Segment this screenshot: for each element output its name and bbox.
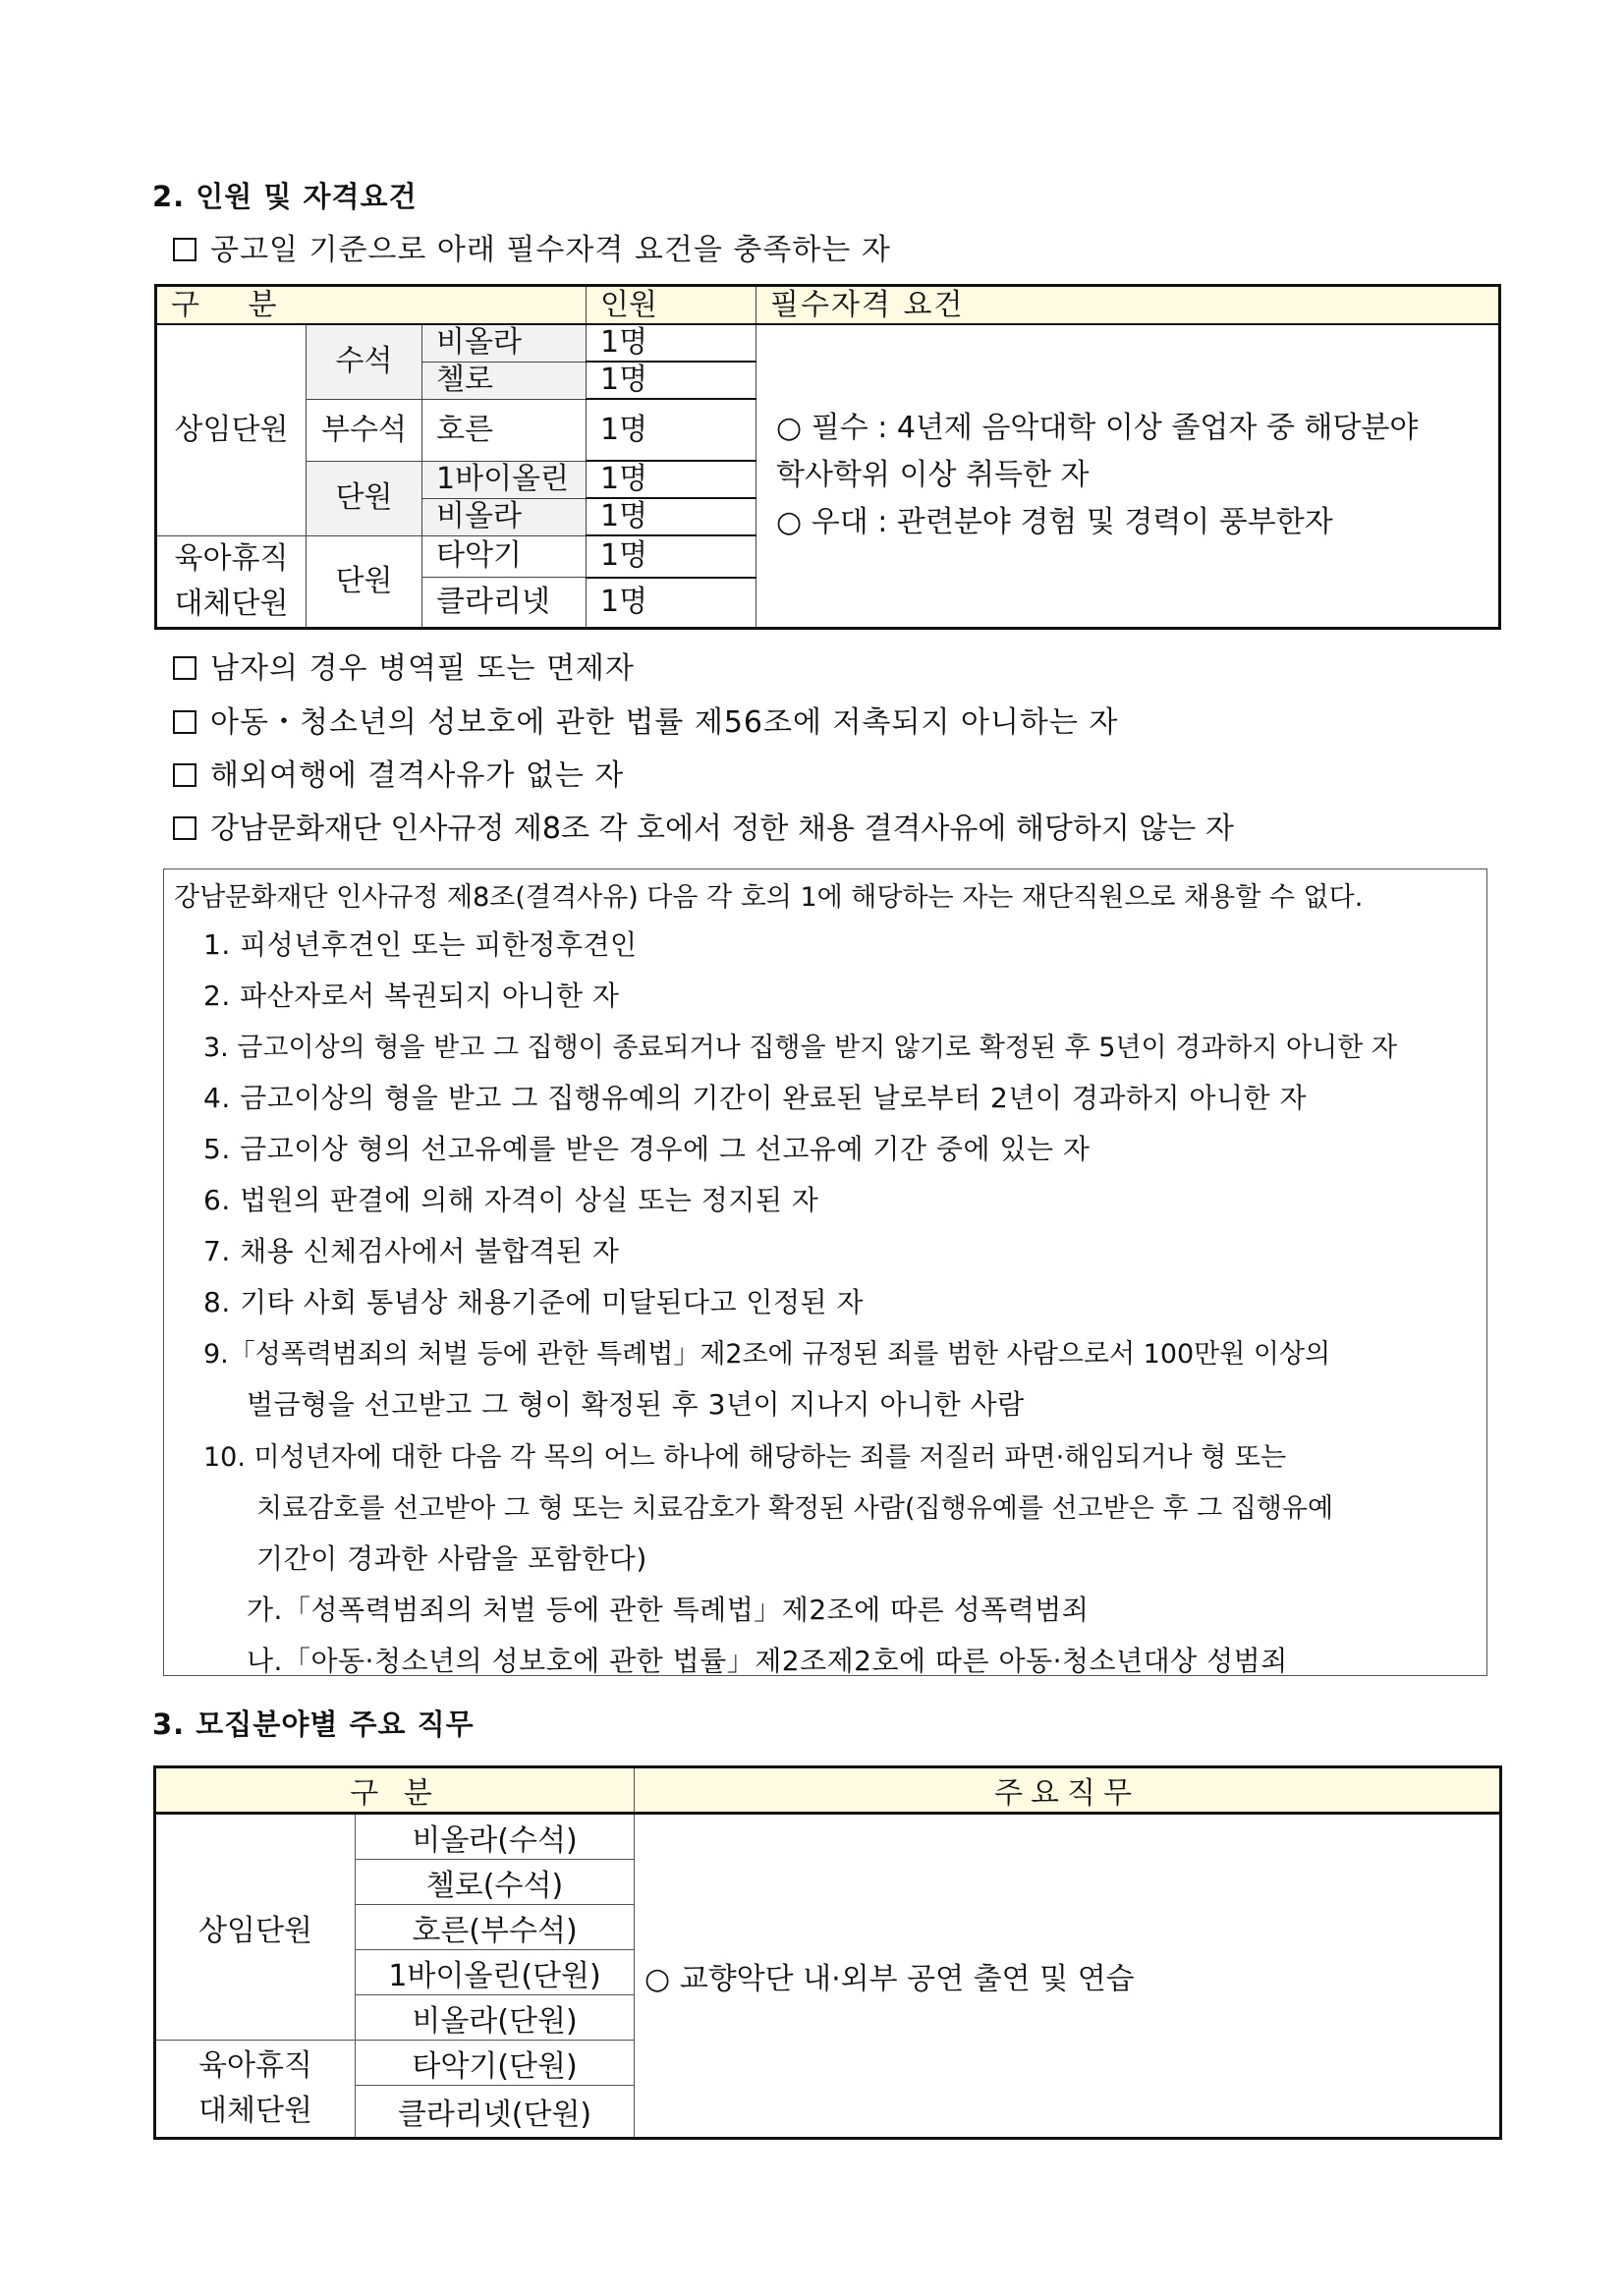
duty-cell: ○ 교향악단 내·외부 공연 출연 및 연습 bbox=[635, 1814, 1501, 2139]
duties-table bbox=[153, 1765, 1502, 2140]
table-header-row bbox=[156, 286, 1500, 325]
instrument-cell: 클라리넷 bbox=[422, 578, 587, 628]
position-cell: 첼로(수석) bbox=[356, 1860, 635, 1905]
table-row bbox=[155, 1814, 1501, 1860]
notice-line: 나.「아동·청소년의 성보호에 관한 법률」제2조제2호에 따른 아동·청소년대상 성범죄 bbox=[247, 1645, 1288, 1677]
position-cell: 비올라(수석) bbox=[356, 1814, 635, 1860]
intro-text: 공고일 기준으로 아래 필수자격 요건을 충족하는 자 bbox=[210, 233, 891, 267]
checkbox-square-icon bbox=[173, 238, 196, 261]
condition-text: 강남문화재단 인사규정 제8조 각 호에서 정한 채용 결격사유에 해당하지 않는 자 bbox=[210, 812, 1234, 846]
instrument-cell: 비올라 bbox=[422, 324, 587, 362]
instrument-cell: 호른 bbox=[422, 399, 587, 461]
header-requirements: 필수자격 요건 bbox=[756, 286, 1500, 325]
instrument-cell: 첼로 bbox=[422, 362, 587, 399]
position-cell: 타악기(단원) bbox=[356, 2041, 635, 2086]
header-duties: 주요직무 bbox=[635, 1767, 1501, 1814]
notice-line: 벌금형을 선고받고 그 형이 확정된 후 3년이 지나지 아니한 사람 bbox=[247, 1388, 1025, 1421]
notice-line: 4. 금고이상의 형을 받고 그 집행유예의 기간이 완료된 날로부터 2년이 경과하지 아니한 자 bbox=[203, 1082, 1308, 1114]
requirements-cell bbox=[756, 324, 1500, 628]
condition-item bbox=[173, 751, 624, 794]
qualification-table bbox=[154, 284, 1501, 630]
position-cell: 1바이올린(단원) bbox=[356, 1950, 635, 1995]
count-cell: 1명 bbox=[587, 498, 756, 535]
rank-assistant: 부수석 bbox=[307, 399, 422, 461]
requirement-line: ○ 우대 : 관련분야 경험 및 경력이 풍부한자 bbox=[776, 505, 1333, 540]
checkbox-square-icon bbox=[173, 763, 196, 787]
count-cell: 1명 bbox=[587, 324, 756, 362]
count-cell: 1명 bbox=[587, 362, 756, 399]
notice-line: 9.「성폭력범죄의 처벌 등에 관한 특례법」제2조에 규정된 죄를 범한 사람으로서 100만원 이상의 bbox=[203, 1339, 1331, 1370]
notice-line: 6. 법원의 판결에 의해 자격이 상실 또는 정지된 자 bbox=[203, 1184, 819, 1216]
condition-item bbox=[173, 644, 635, 687]
group-childcare-line: 대체단원 bbox=[198, 2094, 312, 2128]
count-cell: 1명 bbox=[587, 399, 756, 461]
requirement-line: 학사학위 이상 취득한 자 bbox=[776, 458, 1090, 493]
group-regular: 상임단원 bbox=[156, 324, 307, 535]
notice-line: 기간이 경과한 사람을 포함한다) bbox=[256, 1542, 647, 1575]
notice-line: 3. 금고이상의 형을 받고 그 집행이 종료되거나 집행을 받지 않기로 확정된 후 5년이 경과하지 아니한 자 bbox=[203, 1033, 1397, 1063]
table-row bbox=[156, 324, 1500, 362]
condition-item bbox=[173, 804, 1234, 847]
checkbox-square-icon bbox=[173, 656, 196, 680]
notice-line: 10. 미성년자에 대한 다음 각 목의 어느 하나에 해당하는 죄를 저질러 파면·해임되거나 형 또는 bbox=[203, 1442, 1287, 1473]
condition-text: 남자의 경우 병역필 또는 면제자 bbox=[210, 651, 635, 686]
notice-title: 강남문화재단 인사규정 제8조(결격사유) 다음 각 호의 1에 해당하는 자는 재단직원으로 채용할 수 없다. bbox=[174, 882, 1364, 913]
checkbox-square-icon bbox=[173, 816, 196, 840]
instrument-cell: 1바이올린 bbox=[422, 461, 587, 498]
position-cell: 클라리넷(단원) bbox=[356, 2086, 635, 2139]
section-2-intro bbox=[173, 225, 891, 268]
condition-text: 해외여행에 결격사유가 없는 자 bbox=[210, 758, 625, 793]
checkbox-square-icon bbox=[173, 710, 196, 734]
table-header-row bbox=[155, 1767, 1501, 1814]
notice-line: 5. 금고이상 형의 선고유예를 받은 경우에 그 선고유예 기간 중에 있는 자 bbox=[203, 1133, 1091, 1165]
notice-line: 7. 채용 신체검사에서 불합격된 자 bbox=[203, 1235, 620, 1267]
rank-member: 단원 bbox=[307, 461, 422, 535]
header-category: 구 분 bbox=[156, 286, 587, 325]
header-count: 인원 bbox=[587, 286, 756, 325]
notice-line: 1. 피성년후견인 또는 피한정후견인 bbox=[203, 928, 638, 961]
notice-line: 가.「성폭력범죄의 처벌 등에 관한 특례법」제2조에 따른 성폭력범죄 bbox=[247, 1594, 1090, 1626]
position-cell: 비올라(단원) bbox=[356, 1995, 635, 2041]
rank-principal: 수석 bbox=[307, 324, 422, 399]
notice-line: 2. 파산자로서 복권되지 아니한 자 bbox=[203, 980, 620, 1012]
group-childcare-line: 육아휴직 bbox=[198, 2048, 312, 2083]
requirement-line: ○ 필수 : 4년제 음악대학 이상 졸업자 중 해당분야 bbox=[776, 411, 1419, 446]
group-childcare bbox=[156, 535, 307, 628]
position-cell: 호른(부수석) bbox=[356, 1905, 635, 1950]
instrument-cell: 비올라 bbox=[422, 498, 587, 535]
group-regular: 상임단원 bbox=[155, 1814, 356, 2041]
count-cell: 1명 bbox=[587, 535, 756, 578]
notice-line: 8. 기타 사회 통념상 채용기준에 미달된다고 인정된 자 bbox=[203, 1286, 865, 1318]
condition-text: 아동・청소년의 성보호에 관한 법률 제56조에 저촉되지 아니하는 자 bbox=[210, 705, 1119, 740]
notice-line: 치료감호를 선고받아 그 형 또는 치료감호가 확정된 사람(집행유예를 선고받은 후 그 집행유예 bbox=[256, 1493, 1334, 1524]
count-cell: 1명 bbox=[587, 578, 756, 628]
disqualification-notice-box bbox=[163, 868, 1487, 1676]
section-3-heading: 3. 모집분야별 주요 직무 bbox=[152, 1708, 475, 1741]
group-childcare-line: 육아휴직 bbox=[174, 540, 289, 576]
header-category: 구 분 bbox=[155, 1767, 635, 1814]
count-cell: 1명 bbox=[587, 461, 756, 498]
rank-member-2: 단원 bbox=[307, 535, 422, 628]
group-childcare bbox=[155, 2041, 356, 2139]
instrument-cell: 타악기 bbox=[422, 535, 587, 578]
section-2-heading: 2. 인원 및 자격요건 bbox=[152, 180, 418, 213]
condition-item bbox=[173, 698, 1118, 741]
group-childcare-line: 대체단원 bbox=[174, 586, 289, 621]
